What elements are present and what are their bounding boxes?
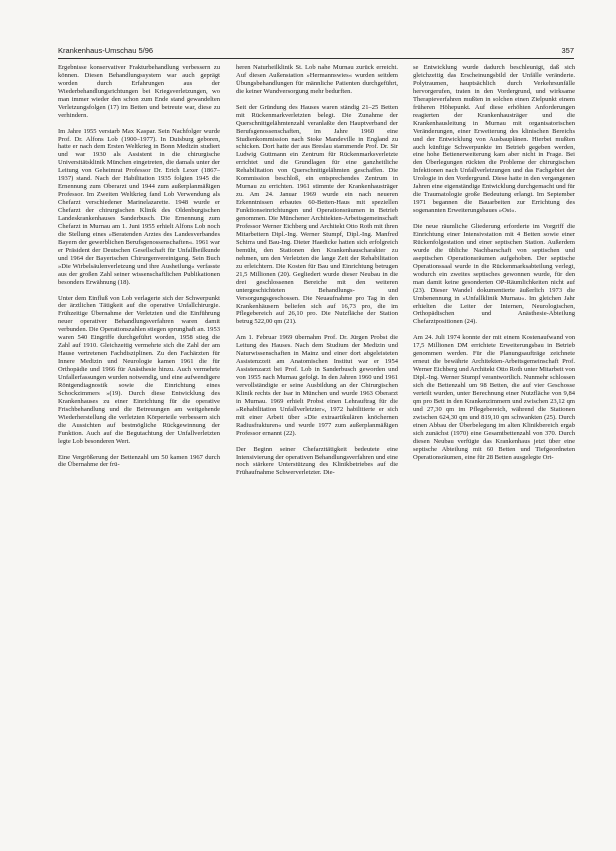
paragraph: Ergebnisse konservativer Frakturbehandlung verbessern zu können. Diesen Behandlungssystem war auch geprägt worden durch Erfahrungen aus der Wiederbehandlungsrichtungen bei Kriegsverletzungen, wo man immer wieder den schon zum Ende stand gewandelten Verletzungsfolgen (17) im Betten und betreute war, diese zu verhindern.: [58, 64, 220, 119]
journal-title: Krankenhaus-Umschau 5/96: [58, 46, 154, 55]
page-number: 357: [561, 46, 574, 55]
paragraph: Seit der Gründung des Hauses waren ständig 21–25 Betten mit Rückenmarkverletzten belegt. Die Zunahme der Querschnittgelähmtenzahl veranlaßte den Hauptverband der Berufsgenossenschaften, im Jahre 1960 eine Studienkommission nach Stoke Mandeville in England zu schicken. Dort hatte der aus Breslau stammende Prof. Dr. Sir Ludwig Guttmann ein Zentrum für Rückenmarksverletzte errichtet und die Grundlagen für eine ganzheitliche Rehabilitation von Querschnittgelähmten geschaffen. Die Kommission beschloß, ein entsprechendes Zentrum in Murnau zu errichten. 1961 stimmte der Krankenhausträger zu. Am 24. Januar 1969 wurde ein nach neueren Erkenntnissen erbautes 60-Betten-Haus mit speziellen Funktionseinrichtungen und Operationsräumen in Betrieb genommen. Die Münchener Architekten-Arbeitsgemeinschaft Professor Werner Eichberg und Architekt Otto Roth mit ihren Mitarbeitern Dipl.-Ing. Werner Stumpf, Dipl.-Ing. Manfred Schirra und Bau-Ing. Dieter Haedicke hatten sich erfolgreich bemüht, den Stationen den Krankenhauscharakter zu nehmen, um den Verletzten die lange Zeit der Rehabilitation zu erleichtern. Die Kosten für Bau und Einrichtung betrugen 21,5 Millionen (20). Gegliedert wurde dieser Neubau in die drei geschlossenen Bereiche mit den weiteren untergeschichteten Behandlungs- und Versorgungsgeschossen. Die Neuaufnahme pro Tag in den Krankenhäusern beliefen sich auf 16,73 pro, die im Pflegebereich auf 26,10 pro. Die Nutzfläche der Station betrug 522,00 qm (21).: [236, 103, 398, 326]
paragraph: Im Jahre 1955 verstarb Max Kaspar. Sein Nachfolger wurde Prof. Dr. Alfons Lob (1900–1977). In Duisburg geboren, hatte er nach dem Ersten Weltkrieg in Bonn Medizin studiert und war 1930 als Assistent in die chirurgische Universitätsklinik München eingetreten, die damals unter der Leitung von Geheimrat Professor Dr. Erich Lexer (1867–1937) stand. Nach der Habilitation 1935 folgten 1945 die Ernennung zum Oberarzt und 1944 zum außerplanmäßigen Professor. Im Zweiten Weltkrieg fand Lob Verwendung als Chefarzt verschiedener Marinelazarette. 1948 wurde er Chefarzt der chirurgischen Klinik des Oldenburgischen Landeskrankenhauses Sanderbusch. Die Ernennung zum Chefarzt in Murnau am 1. Juni 1955 erhielt Alfons Lob noch die Stellung eines »Beratenden Arztes des Landesverbandes Bayern der gewerblichen Berufsgenossenschaften«. 1961 war er Präsident der Deutschen Gesellschaft für Unfallheilkunde und 1964 der Bayerischen Chirurgenvereinigung. Sein Buch »Die Wirbelsäulenverletzung und ihre Ausheilung« verfasste aus der großen Zahl seiner wissenschaftlichen Publikationen besonders Erwähnung (18).: [58, 127, 220, 286]
paragraph: se Entwicklung wurde dadurch beschleunigt, daß sich gleichzeitig das Erscheinungsbild der Unfälle veränderte. Polytraumen, hauptsächlich durch Verkehrsunfälle hervorgerufen, traten in den Vordergrund, und wirksame Therapieverfahren mußten in solchen einen Zielpunkt einem früheren Höhepunkt. Auf diese erhöhten Anforderungen reagierten der Krankenhausträger und die Krankenhausleitung in Murnau mit organisatorischen Veränderungen, einer Erweiterung des klinischen Bereichs und der Entwicklung von Ausbauplänen. Hierbei mußten auch künftige Schwerpunkte im Betrieb gegeben werden, eine hohe Bettenerweiterung kam aber nicht in Frage. Bei den Überlegungen rückten die Probleme der chirurgischen Infektionen nach Unfallverletzungen und das Fachgebiet der Urologie in den Vordergrund. Diese hatte in den vergangenen Jahren eine eigenständige Entwicklung durchgemacht und für die Traumatologie große Bedeutung erlangt. Im September 1971 begannen die Bauarbeiten zur Errichtung des sogenannten Erweiterungsbaues »Ost«.: [413, 64, 575, 215]
text-column-2: [236, 64, 398, 834]
text-column-3: [413, 64, 575, 834]
text-column-1: [58, 64, 220, 834]
running-header: [58, 44, 574, 59]
paragraph: Unter dem Einfluß von Lob verlagerte sich der Schwerpunkt der ärztlichen Tätigkeit auf die operative Unfallchirurgie. Frühzeitige Übernahme der Verletzten und die Einführung neuer operativer Behandlungsverfahren waren damit verbunden. Die Operationszahlen stiegen sprunghaft an. 1953 waren 540 Eingriffe durchgeführt worden, 1958 stieg die Zahl auf 1910. Gleichzeitig vermehrte sich die Zahl der am Hause vertretenen Fachdisziplinen. Zu den Fachärzten für Innere Medizin und Neurologie kamen 1961 die für Orthopädie und 1966 für Anästhesie hinzu. Auch vermehrte Unfallerfassungen wurden notwendig, und eine aufwendigere Röntgendiagnostik sowie die Einrichtung eines Schockzimmers »(19). Durch diese Entwicklung des Krankenhauses zu einer Einrichtung für die operative Frischbehandlung und die Betreuungen am weitgehende Wiederherstellung die verletzten Körperteile verbessern sich die Aussichten auf bestmögliche Rückgewinnung der Funktion. Auch auf die Begutachtung der Unfallverletzten legte Lob besonderen Wert.: [58, 294, 220, 445]
paragraph: Der Beginn seiner Chefarzttätigkeit bedeutete eine Intensivierung der operativen Behandlungsverfahren und eine noch stärkere Unterstützung des Klinikbetriebes auf die Frühaufnahme Schwerverletzter. Die-: [236, 445, 398, 477]
paragraph: heren Naturheilklinik St. Lob nahe Murnau zurück erreicht. Auf diesen Außenstation »Hermannswies« wurden seitdem Übungsbehandlungen für männliche Patienten durchgeführt, die keiner Wundversorgung mehr bedurften.: [236, 64, 398, 95]
paragraph: Eine Vergrößerung der Bettenzahl um 50 kamen 1967 durch die Übernahme der frü-: [58, 453, 220, 469]
paragraph: Am 24. Juli 1974 konnte der mit einem Kostenaufwand von 17,5 Millionen DM errichtete Erweiterungsbau in Betrieb genommen werden. Für die Planungsaufträge zeichnete erneut die bewährte Architekten-Arbeitsgemeinschaft Prof. Werner Eichberg und Architekt Otto Roth unter Mitarbeit von Dipl.-Ing. Werner Stumpf verantwortlich. Nunmehr schlossen sich die Bettenzahl um 98 Betten, die auf vier Geschosse verteilt wurden, unter Berechnung einer Nutzfläche von 9,84 qm pro Bett in den Krankenzimmern und zwischen 23,12 qm und 27,30 qm im Pflegebereich, während die Stationen zwischen 624,30 qm und 819,10 qm schwankten (25). Durch einen Abbau der Überbelegung im alten Klinikbereich ergab sich zunächst (1970) eine Gesamtbettenzahl von 370. Durch diesen Neubau verfügte das Krankenhaus jetzt über eine septische Abteilung mit 60 Betten und Tiefgeordneten Operationsräumen, eine für 28 Betten ausgelegte Ort-: [413, 334, 575, 461]
paragraph: Am 1. Februar 1969 übernahm Prof. Dr. Jürgen Probst die Leitung des Hauses. Nach dem Studium der Medizin und Naturwissenschaften in Mainz und einer dort abgeleisteten Assistenzzeit am Anatomischen Institut war er 1954 Assistenzarzt bei Prof. Lob in Sanderbusch geworden und von 1955 nach Murnau gefolgt. In den Jahren 1960 und 1961 vervollständigte er seine Ausbildung an der Chirurgischen Klinik rechts der Isar in München und wurde 1963 Oberarzt in Murnau. 1969 erhielt Probst einen Lehrauftrag für die »Rehabilitation Unfallverletzter«, 1972 habilitierte er sich mit einer Arbeit über »Die extraartikulären knöchernen Radiusfrakturen« und wurde 1977 zum außerplanmäßigen Professor ernannt (22).: [236, 334, 398, 437]
paragraph: Die neue räumliche Gliederung erforderte im Vorgriff die Einrichtung einer Intensivstation mit 4 Betten sowie einer Rückenfolgestation und einer septischen Station. Außerdem wurde die übliche Nachbarschaft von septischen und aseptischen Operationsräumen aufgehoben. Der septische Operationssaal wurde in die Rückenmarksabteilung verlegt, wodurch ein zweites septisches gewonnen wurde, für den man damit keine gesonderten OP-Räumlichkeiten nicht auf (23). Dieser Wandel dokumentierte äußerlich 1973 die Umbenennung in »Unfallklinik Murnau«. Im gleichen Jahr erhielten die Leiter der Internen, Neurologischen, Orthopädischen und Anästhesie-Abteilung Chefarztpositionen (24).: [413, 223, 575, 326]
